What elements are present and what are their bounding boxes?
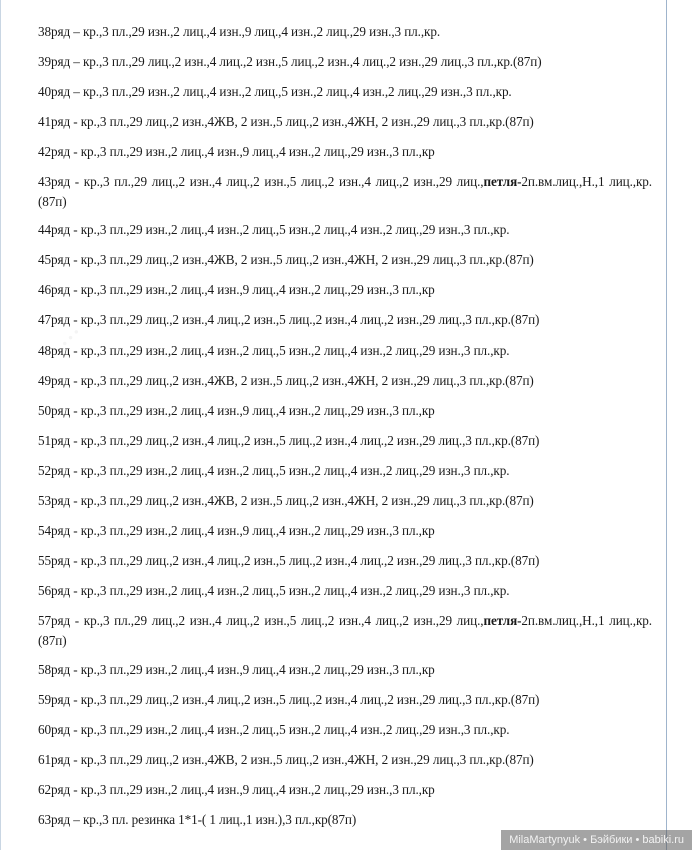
knitting-row: [38, 142, 652, 162]
row-text: 50ряд - кр.,3 пл.,29 изн.,2 лиц.,4 изн.,9 лиц.,4 изн.,2 лиц.,29 изн.,3 пл.,кр: [38, 403, 435, 418]
page-left-border: [0, 0, 1, 850]
knitting-row: [38, 750, 652, 770]
row-text: 42ряд - кр.,3 пл.,29 изн.,2 лиц.,4 изн.,9 лиц.,4 изн.,2 лиц.,29 изн.,3 пл.,кр: [38, 144, 435, 159]
row-text: 55ряд - кр.,3 пл.,29 лиц.,2 изн.,4 лиц.,2 изн.,5 лиц.,2 изн.,4 лиц.,2 изн.,29 лиц.,3 пл.,кр.(87п): [38, 553, 540, 568]
row-text: 48ряд - кр.,3 пл.,29 изн.,2 лиц.,4 изн.,2 лиц.,5 изн.,2 лиц.,4 изн.,2 лиц.,29 изн.,3 пл.,кр.: [38, 343, 510, 358]
row-text: 45ряд - кр.,3 пл.,29 лиц.,2 изн.,4ЖВ, 2 изн.,5 лиц.,2 изн.,4ЖН, 2 изн.,29 лиц.,3 пл.,кр.(87п): [38, 252, 534, 267]
row-text: 39ряд – кр.,3 пл.,29 лиц.,2 изн.,4 лиц.,2 изн.,5 лиц.,2 изн.,4 лиц.,2 изн.,29 лиц.,3 пл.,кр.(87п): [38, 54, 542, 69]
row-text: 44ряд - кр.,3 пл.,29 изн.,2 лиц.,4 изн.,2 лиц.,5 изн.,2 лиц.,4 изн.,2 лиц.,29 изн.,3 пл.,кр.: [38, 222, 510, 237]
row-text: 56ряд - кр.,3 пл.,29 изн.,2 лиц.,4 изн.,2 лиц.,5 изн.,2 лиц.,4 изн.,2 лиц.,29 изн.,3 пл.,кр.: [38, 583, 510, 598]
knitting-row: [38, 491, 652, 511]
knitting-row: [38, 371, 652, 391]
row-text: 40ряд – кр.,3 пл.,29 изн.,2 лиц.,4 изн.,2 лиц.,5 изн.,2 лиц.,4 изн.,2 лиц.,29 изн.,3 пл.,кр.: [38, 84, 512, 99]
knitting-row: [38, 220, 652, 240]
knitting-row: [38, 22, 652, 42]
row-text: 43ряд - кр.,3 пл.,29 лиц.,2 изн.,4 лиц.,2 изн.,5 лиц.,2 изн.,4 лиц.,2 изн.,29 лиц.,: [38, 174, 484, 189]
knitting-row: [38, 341, 652, 361]
knitting-row: [38, 660, 652, 680]
knitting-row: [38, 401, 652, 421]
knitting-row: [38, 431, 652, 451]
knitting-row: [38, 172, 652, 212]
row-text: 54ряд - кр.,3 пл.,29 изн.,2 лиц.,4 изн.,9 лиц.,4 изн.,2 лиц.,29 изн.,3 пл.,кр: [38, 523, 435, 538]
knitting-row: [38, 52, 652, 72]
row-text: 60ряд - кр.,3 пл.,29 изн.,2 лиц.,4 изн.,2 лиц.,5 изн.,2 лиц.,4 изн.,2 лиц.,29 изн.,3 пл.,кр.: [38, 722, 510, 737]
watermark: • • •: [57, 324, 84, 351]
row-text: 57ряд - кр.,3 пл.,29 лиц.,2 изн.,4 лиц.,2 изн.,5 лиц.,2 изн.,4 лиц.,2 изн.,29 лиц.,: [38, 613, 484, 628]
row-text: 53ряд - кр.,3 пл.,29 лиц.,2 изн.,4ЖВ, 2 изн.,5 лиц.,2 изн.,4ЖН, 2 изн.,29 лиц.,3 пл.,кр.(87п): [38, 493, 534, 508]
row-text: 59ряд - кр.,3 пл.,29 лиц.,2 изн.,4 лиц.,2 изн.,5 лиц.,2 изн.,4 лиц.,2 изн.,29 лиц.,3 пл.,кр.(87п): [38, 692, 540, 707]
knitting-row: [38, 250, 652, 270]
row-text: 51ряд - кр.,3 пл.,29 лиц.,2 изн.,4 лиц.,2 изн.,5 лиц.,2 изн.,4 лиц.,2 изн.,29 лиц.,3 пл.,кр.(87п): [38, 433, 540, 448]
knitting-row: [38, 720, 652, 740]
row-text: 49ряд - кр.,3 пл.,29 лиц.,2 изн.,4ЖВ, 2 изн.,5 лиц.,2 изн.,4ЖН, 2 изн.,29 лиц.,3 пл.,кр.(87п): [38, 373, 534, 388]
knitting-row: [38, 82, 652, 102]
row-text: 46ряд - кр.,3 пл.,29 изн.,2 лиц.,4 изн.,9 лиц.,4 изн.,2 лиц.,29 изн.,3 пл.,кр: [38, 282, 435, 297]
knitting-row: [38, 581, 652, 601]
knitting-row: [38, 611, 652, 651]
row-text: 62ряд - кр.,3 пл.,29 изн.,2 лиц.,4 изн.,9 лиц.,4 изн.,2 лиц.,29 изн.,3 пл.,кр: [38, 782, 435, 797]
row-emphasis: петля-: [483, 613, 522, 628]
knitting-row: [38, 280, 652, 300]
row-text: 38ряд – кр.,3 пл.,29 изн.,2 лиц.,4 изн.,9 лиц.,4 изн.,2 лиц.,29 изн.,3 пл.,кр.: [38, 24, 441, 39]
knitting-row: [38, 690, 652, 710]
row-text: 47ряд - кр.,3 пл.,29 лиц.,2 изн.,4 лиц.,2 изн.,5 лиц.,2 изн.,4 лиц.,2 изн.,29 лиц.,3 пл.,кр.(87п): [38, 312, 540, 327]
row-text: 58ряд - кр.,3 пл.,29 изн.,2 лиц.,4 изн.,9 лиц.,4 изн.,2 лиц.,29 изн.,3 пл.,кр: [38, 662, 435, 677]
row-text: 52ряд - кр.,3 пл.,29 изн.,2 лиц.,4 изн.,2 лиц.,5 изн.,2 лиц.,4 изн.,2 лиц.,29 изн.,3 пл.,кр.: [38, 463, 510, 478]
row-text: 61ряд - кр.,3 пл.,29 лиц.,2 изн.,4ЖВ, 2 изн.,5 лиц.,2 изн.,4ЖН, 2 изн.,29 лиц.,3 пл.,кр.(87п): [38, 752, 534, 767]
knitting-row: [38, 461, 652, 481]
knitting-row: [38, 810, 652, 830]
row-text-continued: 2п.вм.лиц.,Н.,1 лиц.,кр.(87п): [38, 174, 652, 209]
row-text: 63ряд – кр.,3 пл. резинка 1*1-( 1 лиц.,1 изн.),3 пл.,кр(87п): [38, 812, 357, 827]
row-text-continued: 2п.вм.лиц.,Н.,1 лиц.,кр.(87п): [38, 613, 652, 648]
knitting-row: [38, 112, 652, 132]
knitting-row: [38, 780, 652, 800]
image-credit: MilaMartynyuk • Бэйбики • babiki.ru: [501, 830, 692, 850]
knitting-row: [38, 521, 652, 541]
knitting-row: [38, 310, 652, 330]
row-text: 41ряд - кр.,3 пл.,29 лиц.,2 изн.,4ЖВ, 2 изн.,5 лиц.,2 изн.,4ЖН, 2 изн.,29 лиц.,3 пл.,кр.(87п): [38, 114, 534, 129]
knitting-row: [38, 551, 652, 571]
page-right-border: [666, 0, 667, 850]
row-emphasis: петля-: [483, 174, 522, 189]
